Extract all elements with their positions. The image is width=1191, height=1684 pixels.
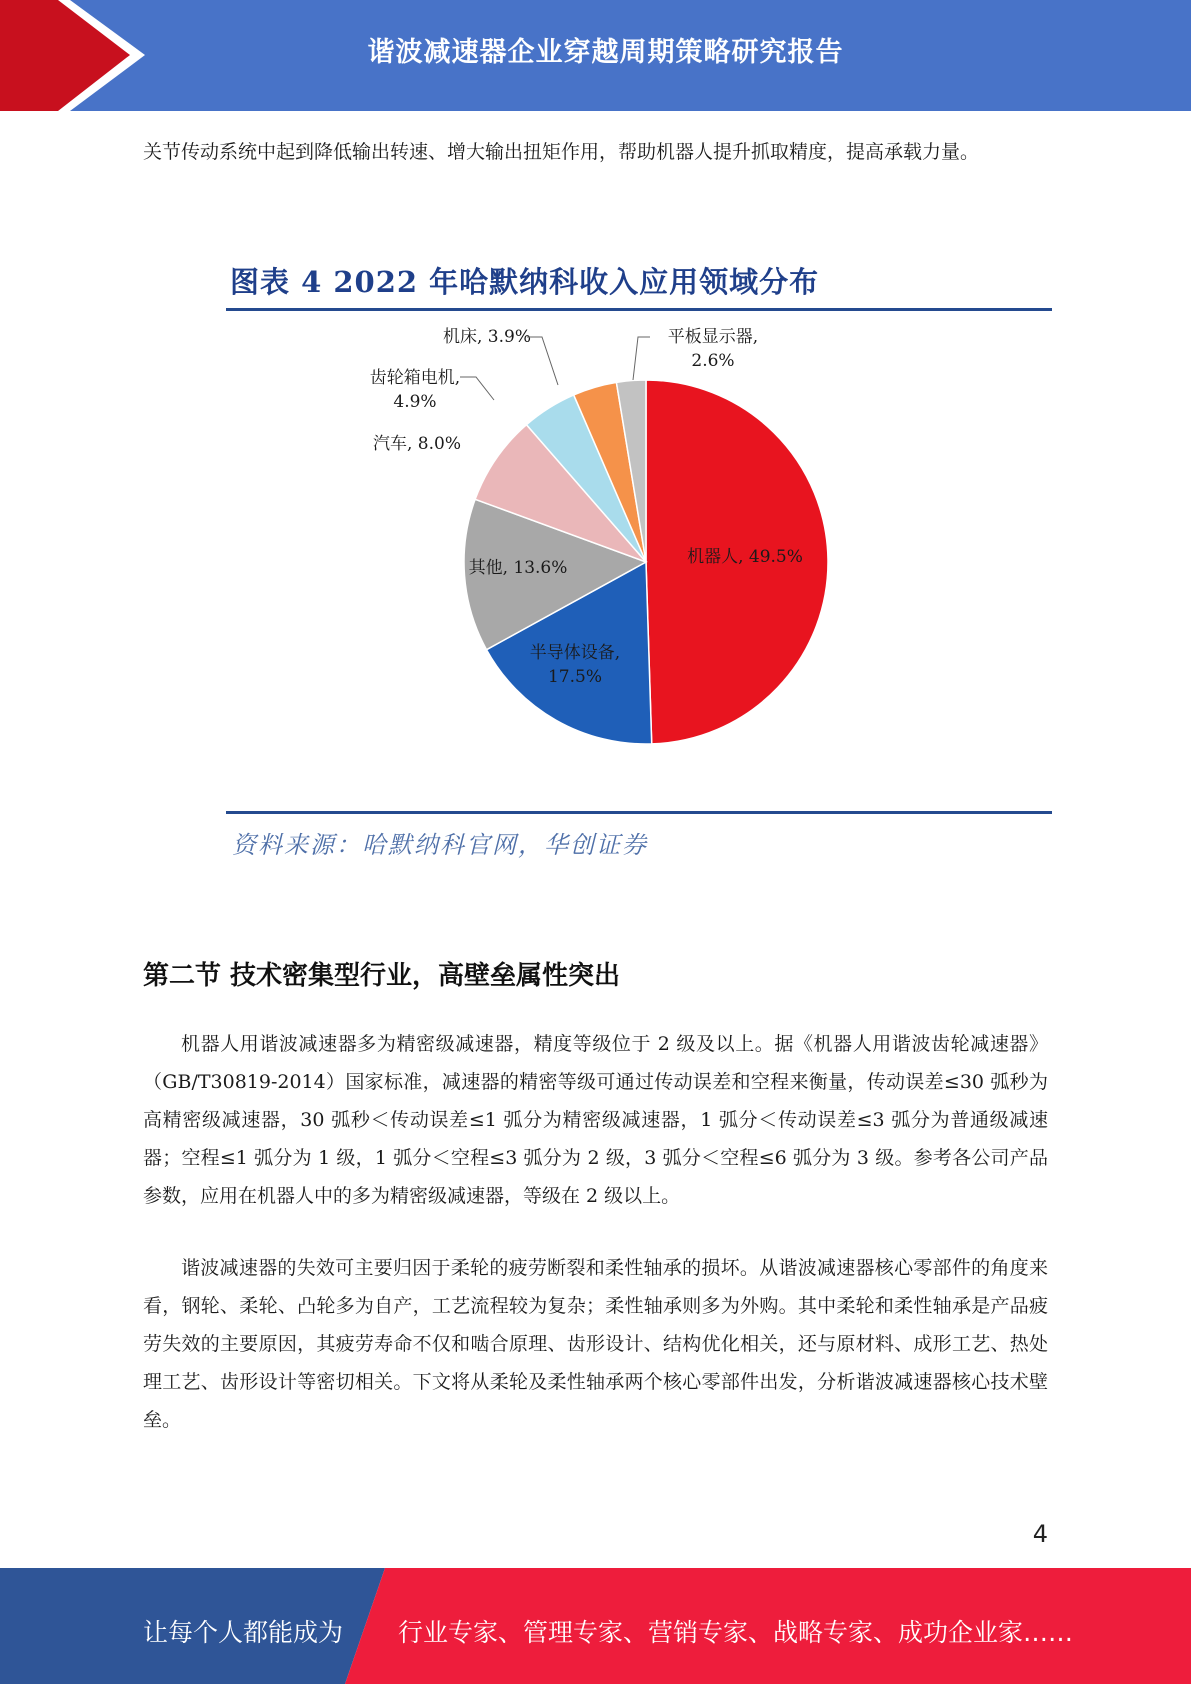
pie-leader-line-5	[460, 377, 494, 400]
pie-label-1: 机器人, 49.5%	[687, 547, 803, 567]
pie-leader-line-6	[527, 337, 558, 385]
pie-label-6: 机床, 3.9%	[443, 327, 531, 347]
figure-title: 图表 4 2022 年哈默纳科收入应用领域分布	[230, 265, 820, 299]
header-title: 谐波减速器企业穿越周期策略研究报告	[367, 37, 844, 68]
page-number: 4	[1032, 1520, 1048, 1548]
footer-slogan-right: 行业专家、管理专家、营销专家、战略专家、成功企业家……	[398, 1618, 1074, 1647]
footer-slogan-left: 让每个人都能成为	[143, 1618, 344, 1647]
figure-source: 资料来源：哈默纳科官网，华创证券	[232, 831, 648, 859]
pie-chart	[180, 240, 1090, 810]
intro-paragraph: 关节传动系统中起到降低输出转速、增大输出扭矩作用，帮助机器人提升抓取精度，提高承载力量。	[143, 141, 980, 163]
pie-label-3: 其他, 13.6%	[468, 558, 568, 578]
paragraph-precision: 机器人用谐波减速器多为精密级减速器，精度等级位于 2 级及以上。据《机器人用谐波齿轮减速器》（GB/T30819-2014）国家标准，减速器的精密等级可通过传动误差和空程来衡量，传动误差≤30 弧秒为高精密级减速器，30 弧秒＜传动误差≤1 弧分为精密级减速器，1 弧分＜传动误差≤3 弧分为普通级减速器；空程≤1 弧分为 1 级，1 弧分＜空程≤3 弧分为 2 级，3 弧分＜空程≤6 弧分为 3 级。参考各公司产品参数，应用在机器人中的多为精密级减速器，等级在 2 级以上。	[143, 1033, 1048, 1207]
pie-label-4: 汽车, 8.0%	[373, 434, 461, 454]
pie-label-7: 平板显示器, 2.6%	[667, 327, 759, 371]
figure-pie-chart	[180, 240, 1090, 870]
figure-bottom-rule	[226, 811, 1052, 814]
pie-leader-line-7	[633, 337, 650, 380]
page-header	[0, 0, 1191, 111]
section-title: 第二节 技术密集型行业，高壁垒属性突出	[143, 961, 621, 991]
pie-label-5: 齿轮箱电机, 4.9%	[369, 368, 461, 412]
paragraph-failure: 谐波减速器的失效可主要归因于柔轮的疲劳断裂和柔性轴承的损坏。从谐波减速器核心零部件的角度来看，钢轮、柔轮、凸轮多为自产，工艺流程较为复杂；柔性轴承则多为外购。其中柔轮和柔性轴承是产品疲劳失效的主要原因，其疲劳寿命不仅和啮合原理、齿形设计、结构优化相关，还与原材料、成形工艺、热处理工艺、齿形设计等密切相关。下文将从柔轮及柔性轴承两个核心零部件出发，分析谐波减速器核心技术壁垒。	[143, 1257, 1048, 1431]
page-footer	[0, 1568, 1191, 1684]
pie-label-2: 半导体设备, 17.5%	[529, 643, 621, 687]
